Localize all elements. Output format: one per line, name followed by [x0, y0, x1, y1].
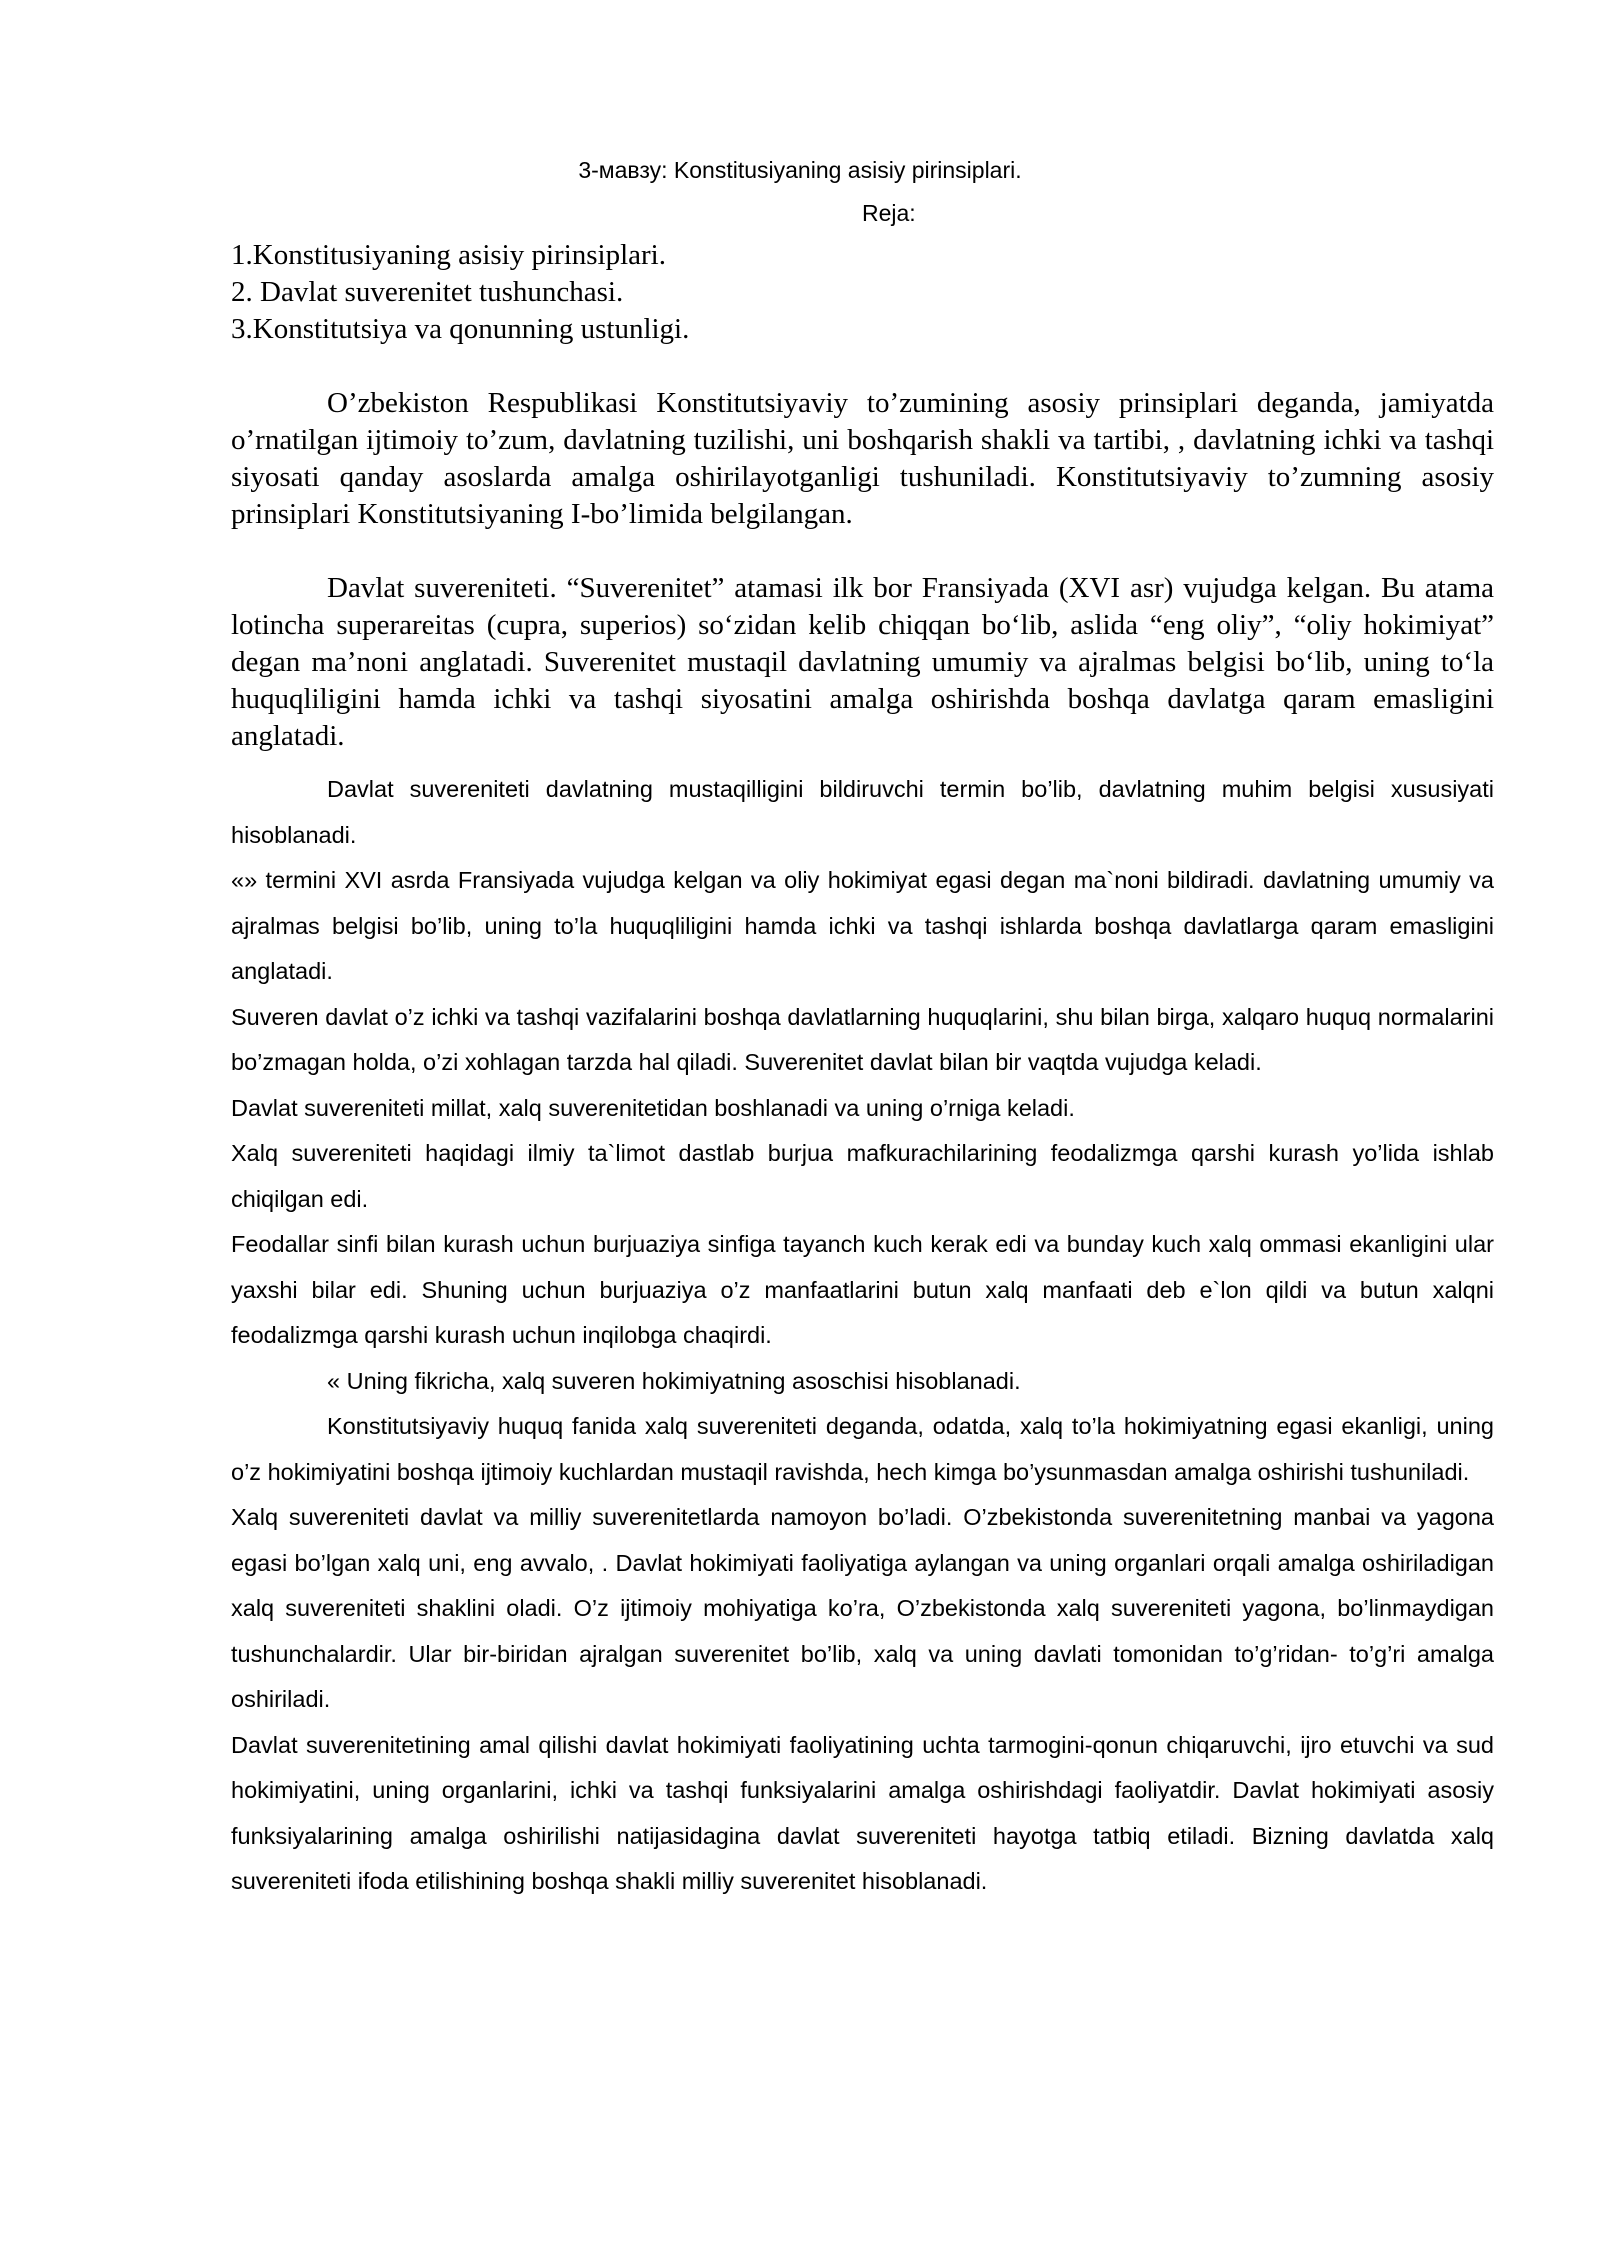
- body-paragraph: Konstitutsiyaviy huquq fanida xalq suvereniteti deganda, odatda, xalq to’la hokimiyatning egasi ekanligi, uning o’z hokimiyatini boshqa ijtimoiy kuchlardan mustaqil ravishda, hech kimga bo’ysunmasdan amalga oshirishi tushuniladi.: [231, 1413, 1494, 1485]
- plan-list: [231, 237, 1231, 348]
- plan-item: 1.Konstitusiyaning asisiy pirinsiplari.: [231, 239, 666, 271]
- plan-item: 2. Davlat suverenitet tushunchasi.: [231, 276, 624, 308]
- body-paragraph: Xalq suvereniteti davlat va milliy suverenitetlarda namoyon bo’ladi. O’zbekistonda suverenitetning manbai va yagona egasi bo’lgan xalq uni, eng avvalo, . Davlat hokimiyati faoliyatiga aylangan va uning organlari orqali amalga oshiriladigan xalq suvereniteti shaklini oladi. O’z ijtimoiy mohiyatiga ko’ra, O’zbekistonda xalq suvereniteti yagona, bo’linmaydigan tushunchalardir. Ular bir-biridan ajralgan suverenitet bo’lib, xalq va uning davlati tomonidan to’g’ridan- to’g’ri amalga oshiriladi.: [231, 1504, 1494, 1712]
- body-paragraph: Feodallar sinfi bilan kurash uchun burjuaziya sinfiga tayanch kuch kerak edi va bunday kuch xalq ommasi ekanligini ular yaxshi bilar edi. Shuning uchun burjuaziya o’z manfaatlarini butun xalq manfaati deb e`lon qildi va butun xalqni feodalizmga qarshi kurash uchun inqilobga chaqirdi.: [231, 1231, 1494, 1348]
- intro-paragraph: [231, 385, 1494, 533]
- intro-paragraph-text: O’zbekiston Respublikasi Konstitutsiyaviy to’zumining asosiy prinsiplari deganda, jamiyatda o’rnatilgan ijtimoiy to’zum, davlatning tuzilishi, uni boshqarish shakli va tartibi, , davlatning ichki va tashqi siyosati qanday asoslarda amalga oshirilayotganligi tushuniladi. Konstitutsiyaviy to’zumning asosiy prinsiplari Konstitutsiyaning I-bo’limida belgilangan.: [231, 387, 1494, 530]
- body-paragraph: Xalq suvereniteti haqidagi ilmiy ta`limot dastlab burjua mafkurachilarining feodalizmga qarshi kurash yo’lida ishlab chiqilgan edi.: [231, 1140, 1494, 1212]
- body-paragraph: Suveren davlat o’z ichki va tashqi vazifalarini boshqa davlatlarning huquqlarini, shu bilan birga, xalqaro huquq normalarini bo’zmagan holda, o’zi xohlagan tarzda hal qiladi. Suverenitet davlat bilan bir vaqtda vujudga keladi.: [231, 1003, 1494, 1075]
- sovereignty-paragraph: [231, 570, 1494, 755]
- body-paragraph: « Uning fikricha, xalq suveren hokimiyatning asoschisi hisoblanadi.: [327, 1367, 1021, 1394]
- body-paragraph: Davlat suvereniteti davlatning mustaqilligini bildiruvchi termin bo’lib, davlatning muhim belgisi xususiyati hisoblanadi.: [231, 776, 1494, 848]
- plan-item: 3.Konstitutsiya va qonunning ustunligi.: [231, 313, 690, 345]
- document-title: 3-мавзу: Konstitusiyaning asisiy pirinsiplari.: [578, 157, 1022, 183]
- sovereignty-paragraph-text: Davlat suvereniteti. “Suverenitet” atamasi ilk bor Fransiyada (XVI asr) vujudga kelgan. Bu atama lotincha superareitas (cupra, superios) so‘zidan kelib chiqqan bo‘lib, aslida “eng oliy”, “oliy hokimiyat” degan ma’noni anglatadi. Suverenitet mustaqil davlatning umumiy va ajralmas belgisi bo‘lib, uning to‘la huquqliligini hamda ichki va tashqi siyosatini amalga oshirishda boshqa davlatga qaram emasligini anglatadi.: [231, 572, 1494, 752]
- body-paragraph: Davlat suverenitetining amal qilishi davlat hokimiyati faoliyatining uchta tarmogini-qonun chiqaruvchi, ijro etuvchi va sud hokimiyatini, uning organlarini, ichki va tashqi funksiyalarini amalga oshirishdagi faoliyatdir. Davlat hokimiyati asosiy funksiyalarining amalga oshirilishi natijasidagina davlat suvereniteti hayotga tatbiq etiladi. Bizning davlatda xalq suvereniteti ifoda etilishining boshqa shakli milliy suverenitet hisoblanadi.: [231, 1731, 1494, 1894]
- body-paragraph: «» termini XVI asrda Fransiyada vujudga kelgan va oliy hokimiyat egasi degan ma`noni bildiradi. davlatning umumiy va ajralmas belgisi bo’lib, uning to’la huquqliligini hamda ichki va tashqi ishlarda boshqa davlatlarga qaram emasligini anglatadi.: [231, 867, 1494, 984]
- plan-heading: Reja:: [862, 200, 916, 226]
- body-text: [231, 767, 1494, 1905]
- body-paragraph: Davlat suvereniteti millat, xalq suverenitetidan boshlanadi va uning o’rniga keladi.: [231, 1094, 1075, 1121]
